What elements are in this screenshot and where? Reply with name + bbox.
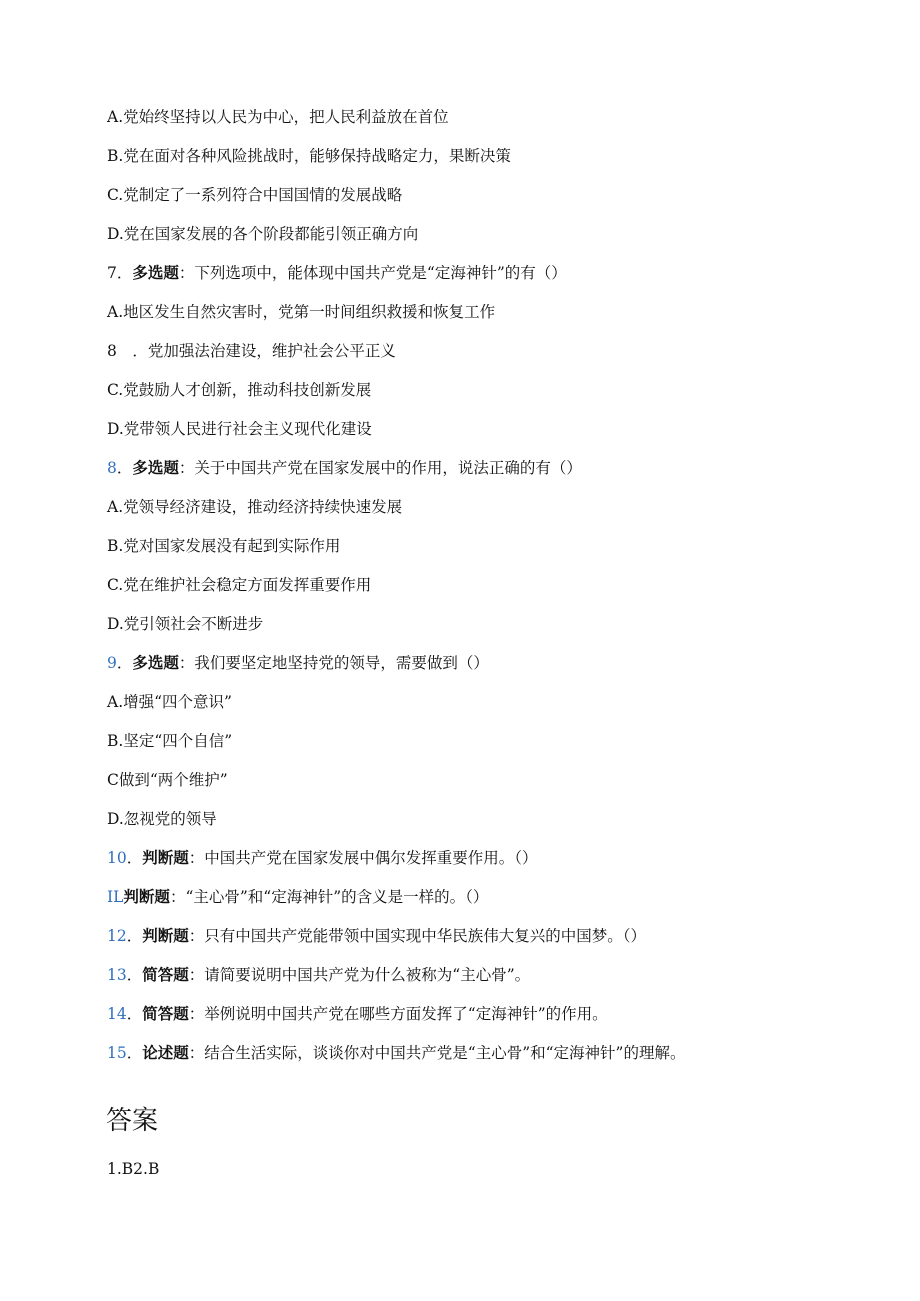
question-number: 9: [107, 654, 117, 672]
question-8: [107, 457, 582, 479]
option-c: C.党鼓励人才创新，推动科技创新发展: [107, 381, 372, 399]
question-separator: ．: [116, 459, 133, 477]
question-14: [107, 1003, 608, 1025]
answer-line: 1.B2.B: [107, 1160, 160, 1178]
question-text: ：关于中国共产党在国家发展中的作用，说法正确的有（）: [178, 459, 582, 477]
option-b: 8 ．党加强法治建设，维护社会公平正义: [107, 342, 396, 360]
question-type: 判断题: [123, 887, 170, 906]
option-d: D.忽视党的领导: [107, 810, 217, 828]
question-text: ：“主心骨”和“定海神针”的含义是一样的。（）: [169, 888, 489, 906]
option-a: A.地区发生自然灾害时，党第一时间组织救援和恢复工作: [107, 303, 496, 321]
question-10: [107, 847, 538, 869]
question-type: 简答题: [142, 1004, 189, 1023]
question-type: 简答题: [142, 965, 189, 984]
question-number: 13: [107, 966, 127, 984]
question-separator: ．: [116, 654, 133, 672]
question-type: 论述题: [142, 1043, 189, 1062]
option-d: D.党在国家发展的各个阶段都能引领正确方向: [107, 225, 419, 243]
option-c: C.党在维护社会稳定方面发挥重要作用: [107, 576, 372, 594]
question-type: 多选题: [132, 263, 179, 282]
question-text: ：结合生活实际，谈谈你对中国共产党是“主心骨”和“定海神针”的理解。: [188, 1044, 686, 1062]
option-b: B.坚定“四个自信”: [107, 732, 233, 750]
option-b: B.党在面对各种风险挑战时，能够保持战略定力，果断决策: [107, 147, 511, 165]
question-text: ：举例说明中国共产党在哪些方面发挥了“定海神针”的作用。: [188, 1005, 608, 1023]
question-separator: ．: [126, 1044, 143, 1062]
question-separator: ．: [126, 927, 143, 945]
option-c: C.党制定了一系列符合中国国情的发展战略: [107, 186, 403, 204]
question-7: [107, 262, 567, 284]
question-type: 多选题: [132, 653, 179, 672]
question-text: ：中国共产党在国家发展中偶尔发挥重要作用。（）: [188, 849, 538, 867]
question-text: ：我们要坚定地坚持党的领导，需要做到（）: [178, 654, 489, 672]
question-number: 8: [107, 459, 117, 477]
question-separator: ．: [126, 1005, 143, 1023]
question-number: 10: [107, 849, 127, 867]
question-number: 15: [107, 1044, 127, 1062]
question-11: [107, 886, 488, 908]
question-number: IL: [107, 888, 124, 906]
question-number: 14: [107, 1005, 127, 1023]
option-c: C做到“两个维护”: [107, 771, 228, 789]
question-number: 7: [107, 264, 117, 282]
option-b: B.党对国家发展没有起到实际作用: [107, 537, 341, 555]
question-type: 多选题: [132, 458, 179, 477]
question-text: ：只有中国共产党能带领中国实现中华民族伟大复兴的中国梦。（）: [188, 927, 647, 945]
question-separator: ．: [116, 264, 133, 282]
question-number: 12: [107, 927, 127, 945]
question-type: 判断题: [142, 926, 189, 945]
question-type: 判断题: [142, 848, 189, 867]
question-separator: ．: [126, 966, 143, 984]
option-d: D.党引领社会不断进步: [107, 615, 264, 633]
question-15: [107, 1042, 685, 1064]
option-a: A.党领导经济建设，推动经济持续快速发展: [107, 498, 403, 516]
question-9: [107, 652, 489, 674]
answers-heading: 答案: [106, 1106, 159, 1136]
question-13: [107, 964, 530, 986]
option-a: A.增强“四个意识”: [107, 693, 232, 711]
question-text: ：请简要说明中国共产党为什么被称为“主心骨”。: [188, 966, 531, 984]
question-text: ：下列选项中，能体现中国共产党是“定海神针”的有（）: [178, 264, 567, 282]
option-a: A.党始终坚持以人民为中心，把人民利益放在首位: [107, 108, 449, 126]
question-12: [107, 925, 646, 947]
option-d: D.党带领人民进行社会主义现代化建设: [107, 420, 372, 438]
question-separator: ．: [126, 849, 143, 867]
